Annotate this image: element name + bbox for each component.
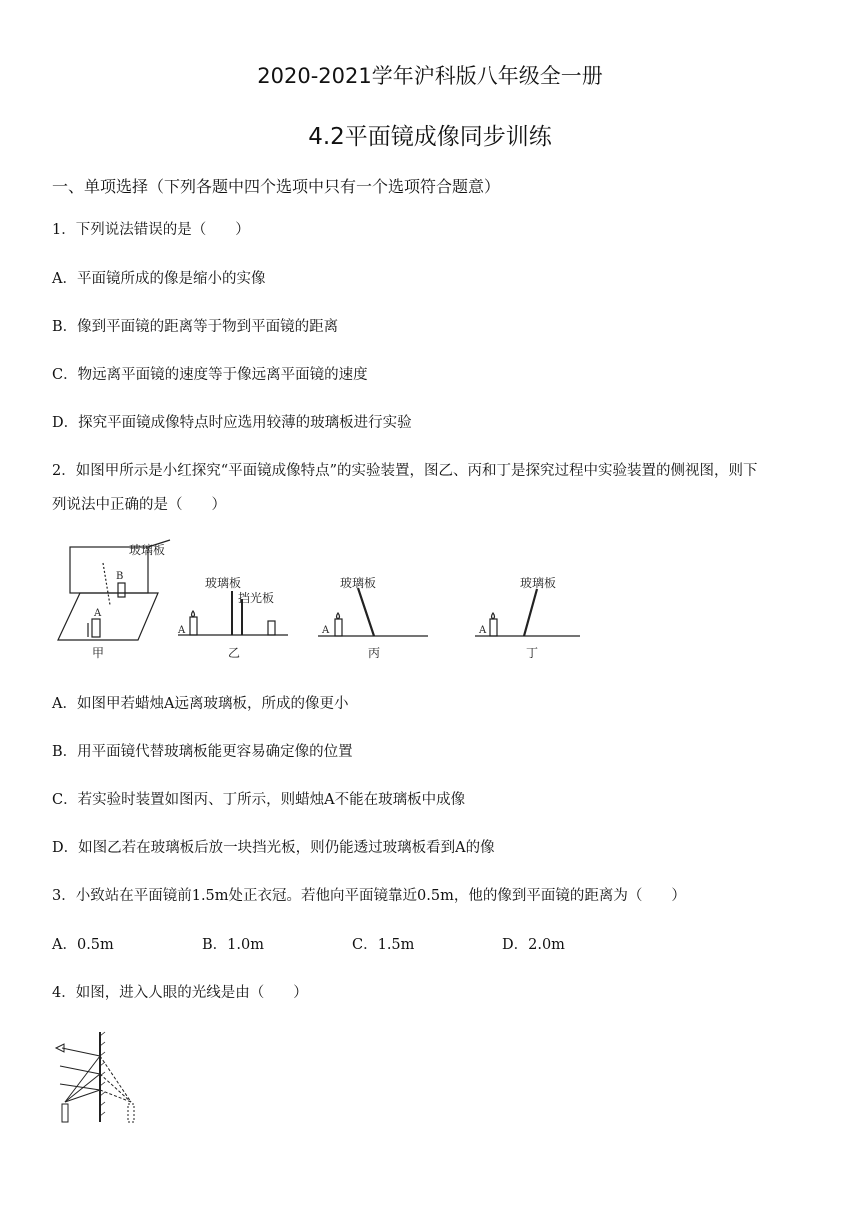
q3-option-c: C．1.5m <box>352 937 415 953</box>
figure-jia-image-label: B <box>116 571 124 582</box>
section-heading: 一、单项选择（下列各题中四个选项中只有一个选项符合题意） <box>52 177 501 196</box>
figure-candle <box>62 1104 68 1122</box>
figure-bing-candle <box>335 619 342 636</box>
q1-option-c: C．物远离平面镜的速度等于像远离平面镜的速度 <box>52 367 368 383</box>
figure-jia-base <box>58 593 158 640</box>
q2-stem-line1: 2．如图甲所示是小红探究“平面镜成像特点”的实验装置，图乙、丙和丁是探究过程中实验装置的侧视图，则下 <box>52 463 758 479</box>
figure-yi-candle-label: A <box>178 625 186 636</box>
figure-ding-candle <box>490 619 497 636</box>
q4-stem: 4．如图，进入人眼的光线是由（ ） <box>52 985 308 1001</box>
q2-option-b: B．用平面镜代替玻璃板能更容易确定像的位置 <box>52 744 353 760</box>
q3-stem: 3．小致站在平面镜前1.5m处正衣冠。若他向平面镜靠近0.5m，他的像到平面镜的距离为（ ） <box>52 888 686 904</box>
figure-yi-caption: 乙 <box>228 646 241 660</box>
q1-option-d: D．探究平面镜成像特点时应选用较薄的玻璃板进行实验 <box>52 415 412 431</box>
figure-ding-glass-label: 玻璃板 <box>520 576 557 590</box>
figure-bing-glass-label: 玻璃板 <box>340 576 377 590</box>
q2-option-a: A．如图甲若蜡烛A远离玻璃板，所成的像更小 <box>52 696 349 712</box>
figure-jia-caption: 甲 <box>92 646 105 660</box>
q2-stem-line2: 列说法中正确的是（ ） <box>52 497 226 513</box>
figure-jia-candle-label: A <box>94 608 102 619</box>
q3-option-a: A．0.5m <box>52 937 114 953</box>
doc-title-line2: 4.2平面镜成像同步训练 <box>308 124 552 150</box>
q1-stem: 1．下列说法错误的是（ ） <box>52 222 250 238</box>
q2-option-d: D．如图乙若在玻璃板后放一块挡光板，则仍能透过玻璃板看到A的像 <box>52 840 495 856</box>
q3-option-d: D．2.0m <box>502 937 565 953</box>
doc-title-line1: 2020-2021学年沪科版八年级全一册 <box>257 64 603 88</box>
figure-bing-candle-label: A <box>322 625 330 636</box>
figure-yi-candle <box>190 617 197 635</box>
q2-figure <box>50 535 590 665</box>
figure-jia-candle-b <box>118 583 125 597</box>
q1-option-b: B．像到平面镜的距离等于物到平面镜的距离 <box>52 319 339 335</box>
figure-yi-glass-label: 玻璃板 <box>205 576 242 590</box>
q2-option-c: C．若实验时装置如图丙、丁所示，则蜡烛A不能在玻璃板中成像 <box>52 792 466 808</box>
figure-bing-glass <box>358 588 374 636</box>
figure-jia-candle-a <box>92 619 100 637</box>
figure-ding-caption: 丁 <box>526 646 539 660</box>
q3-option-b: B．1.0m <box>202 937 264 953</box>
figure-ding-glass <box>524 589 537 636</box>
q4-figure <box>50 1030 160 1130</box>
figure-jia-glass-label: 玻璃板 <box>129 543 166 557</box>
figure-bing-caption: 丙 <box>368 646 381 660</box>
q1-option-a: A．平面镜所成的像是缩小的实像 <box>52 271 266 287</box>
figure-yi-shield-label: 挡光板 <box>238 591 275 605</box>
figure-ding-candle-label: A <box>479 625 487 636</box>
figure-candle-image <box>128 1104 134 1122</box>
